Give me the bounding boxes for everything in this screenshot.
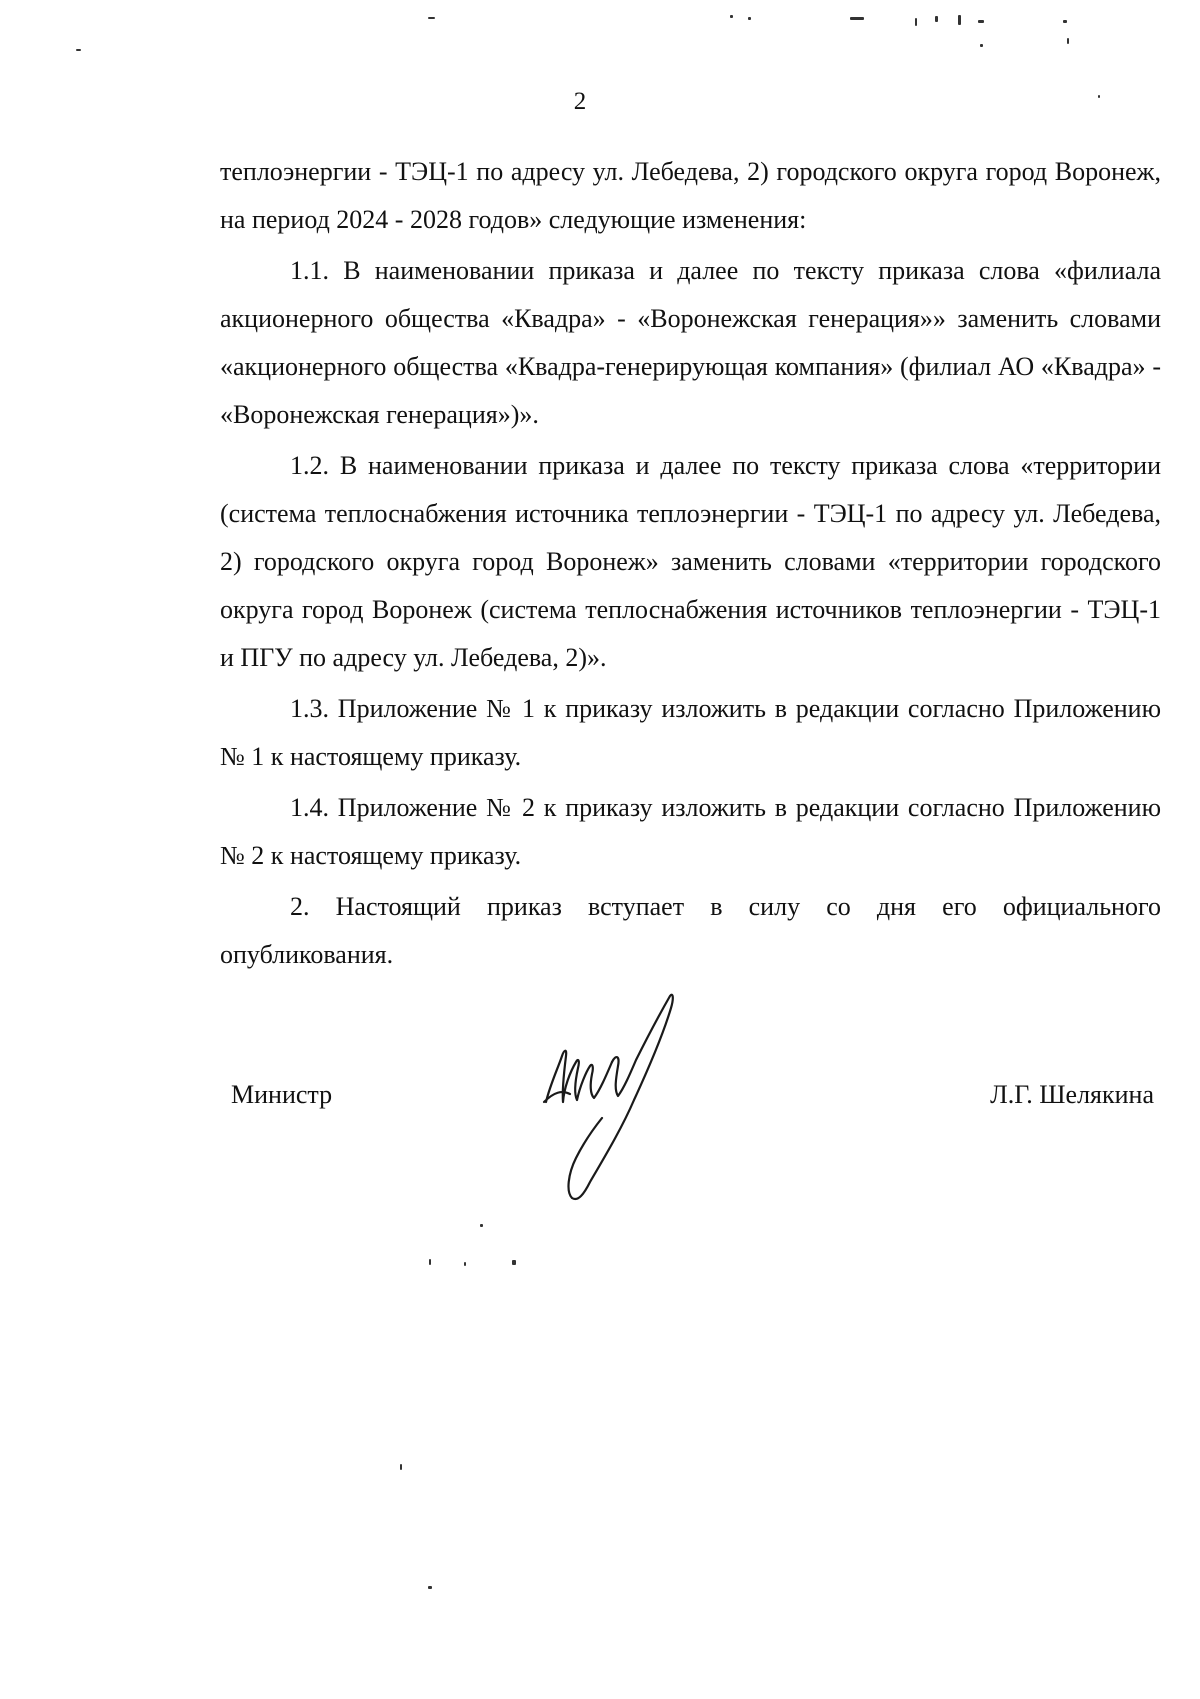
paragraph-1-4: 1.4. Приложение № 2 к приказу изложить в редакции согласно Приложению № 2 к настоящему приказу.	[220, 793, 1161, 870]
scan-speck	[935, 16, 938, 22]
signer-name: Л.Г. Шелякина	[990, 1080, 1154, 1109]
document-body	[220, 148, 1161, 979]
scan-speck	[76, 49, 81, 51]
paragraph-1-1: 1.1. В наименовании приказа и далее по тексту приказа слова «филиала акционерного общества «Квадра» - «Воронежская генерация»» заменить словами «акционерного общества «Квадра-генерирующая компания» (филиал АО «Квадра» - «Воронежская генерация»)».	[220, 256, 1161, 429]
scan-speck	[512, 1260, 516, 1265]
page-number: 2	[573, 88, 587, 115]
scan-speck	[428, 1586, 432, 1589]
scan-speck	[730, 15, 733, 18]
scan-speck	[958, 15, 961, 25]
paragraph-1-3: 1.3. Приложение № 1 к приказу изложить в редакции согласно Приложению № 1 к настоящему приказу.	[220, 694, 1161, 771]
scan-speck	[980, 44, 983, 47]
scan-speck	[915, 18, 917, 26]
signature-block	[0, 1080, 1200, 1120]
paragraph-continuation: теплоэнергии - ТЭЦ-1 по адресу ул. Лебедева, 2) городского округа город Воронеж, на период 2024 - 2028 годов» следующие изменения:	[220, 157, 1161, 234]
scan-speck	[400, 1464, 402, 1470]
scan-speck	[428, 17, 435, 19]
signer-position: Министр	[231, 1080, 333, 1109]
scan-speck	[464, 1262, 466, 1266]
paragraph-2: 2. Настоящий приказ вступает в силу со дня его официального опубликования.	[220, 892, 1161, 969]
paragraph-1-2: 1.2. В наименовании приказа и далее по тексту приказа слова «территории (система теплоснабжения источника теплоэнергии - ТЭЦ-1 по адресу ул. Лебедева, 2) городского округа город Воронеж» заменить словами «территории городского округа город Воронеж (система теплоснабжения источников теплоэнергии - ТЭЦ-1 и ПГУ по адресу ул. Лебедева, 2)».	[220, 451, 1161, 672]
scan-speck	[480, 1224, 483, 1227]
scan-speck	[748, 17, 751, 20]
scan-speck	[1067, 38, 1069, 44]
scan-speck	[1063, 20, 1067, 23]
scan-speck	[429, 1259, 431, 1265]
scan-speck	[978, 20, 984, 23]
scan-speck	[850, 17, 864, 20]
